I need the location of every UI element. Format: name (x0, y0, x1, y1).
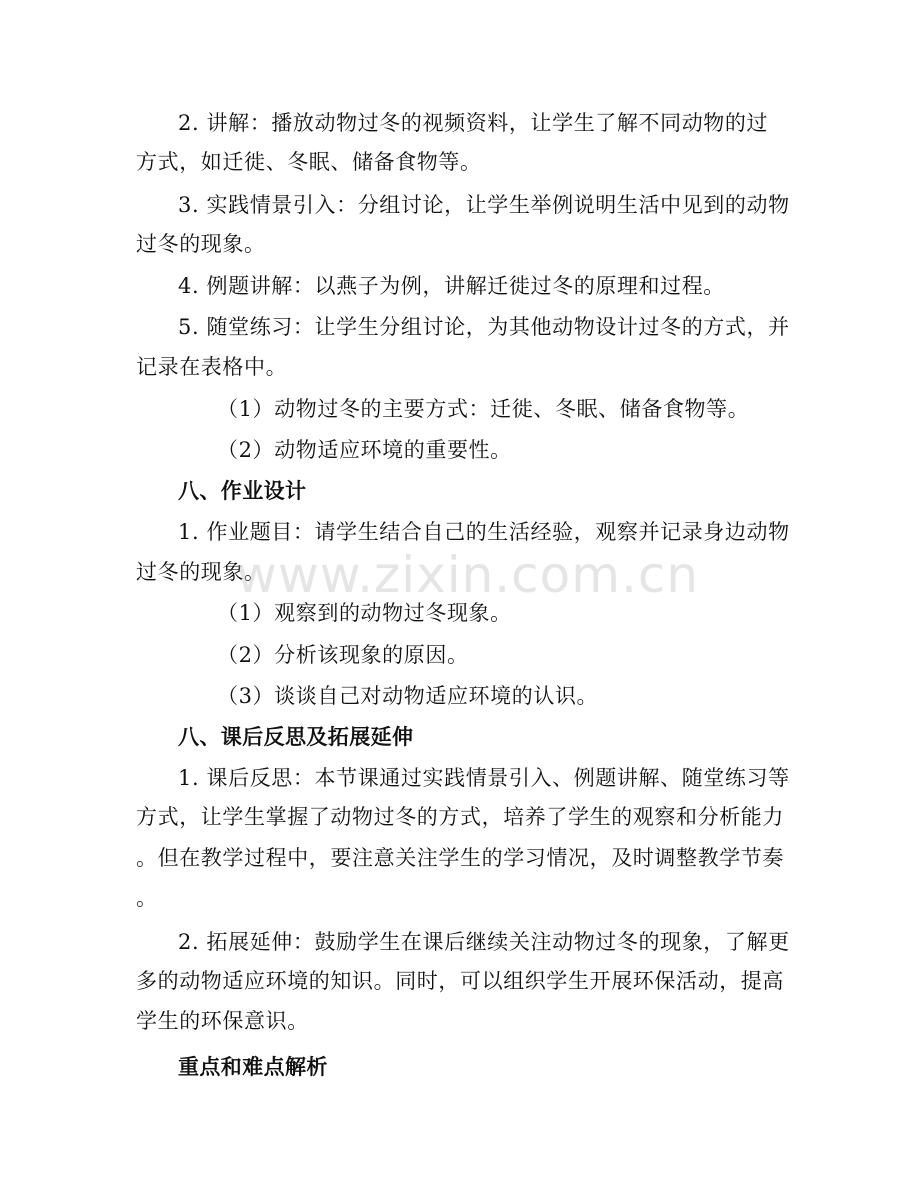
paragraph-line: 方式，如迁徙、冬眠、储备食物等。 (136, 150, 482, 174)
paragraph-line: 。但在教学过程中，要注意关注学生的学习情况，及时调整教学节奏 (136, 846, 784, 870)
list-item: （2）动物适应环境的重要性。 (217, 438, 512, 462)
paragraph-line: 1. 作业题目：请学生结合自己的生活经验，观察并记录身边动物 (178, 520, 790, 544)
list-item: （1）动物过冬的主要方式：迁徙、冬眠、储备食物等。 (217, 397, 750, 421)
list-item: （3）谈谈自己对动物适应环境的认识。 (217, 684, 599, 708)
paragraph-line: 多的动物适应环境的知识。同时，可以组织学生开展环保活动，提高 (136, 969, 784, 993)
watermark: www.zixin.com.cn (236, 546, 700, 604)
paragraph-line: 3. 实践情景引入：分组讨论，让学生举例说明生活中见到的动物 (178, 193, 790, 217)
paragraph-line: 过冬的现象。 (136, 560, 266, 584)
paragraph-line: 过冬的现象。 (136, 232, 266, 256)
section-heading: 八、课后反思及拓展延伸 (178, 725, 414, 749)
list-item: （1）观察到的动物过冬现象。 (217, 601, 512, 625)
paragraph-line: 方式，让学生掌握了动物过冬的方式，培养了学生的观察和分析能力 (136, 805, 784, 829)
paragraph-line: 2. 拓展延伸：鼓励学生在课后继续关注动物过冬的现象，了解更 (178, 930, 790, 954)
paragraph-line: 4. 例题讲解：以燕子为例，讲解迁徙过冬的原理和过程。 (178, 274, 725, 298)
section-heading: 重点和难点解析 (178, 1055, 328, 1079)
paragraph-line: 记录在表格中。 (136, 355, 288, 379)
paragraph-line: 1. 课后反思：本节课通过实践情景引入、例题讲解、随堂练习等 (178, 766, 790, 790)
paragraph-line: 。 (136, 886, 158, 910)
paragraph-line: 2. 讲解：播放动物过冬的视频资料，让学生了解不同动物的过 (178, 111, 769, 135)
list-item: （2）分析该现象的原因。 (217, 643, 469, 667)
paragraph-line: 5. 随堂练习：让学生分组讨论，为其他动物设计过冬的方式，并 (178, 315, 790, 339)
paragraph-line: 学生的环保意识。 (136, 1009, 309, 1033)
section-heading: 八、作业设计 (178, 479, 307, 503)
